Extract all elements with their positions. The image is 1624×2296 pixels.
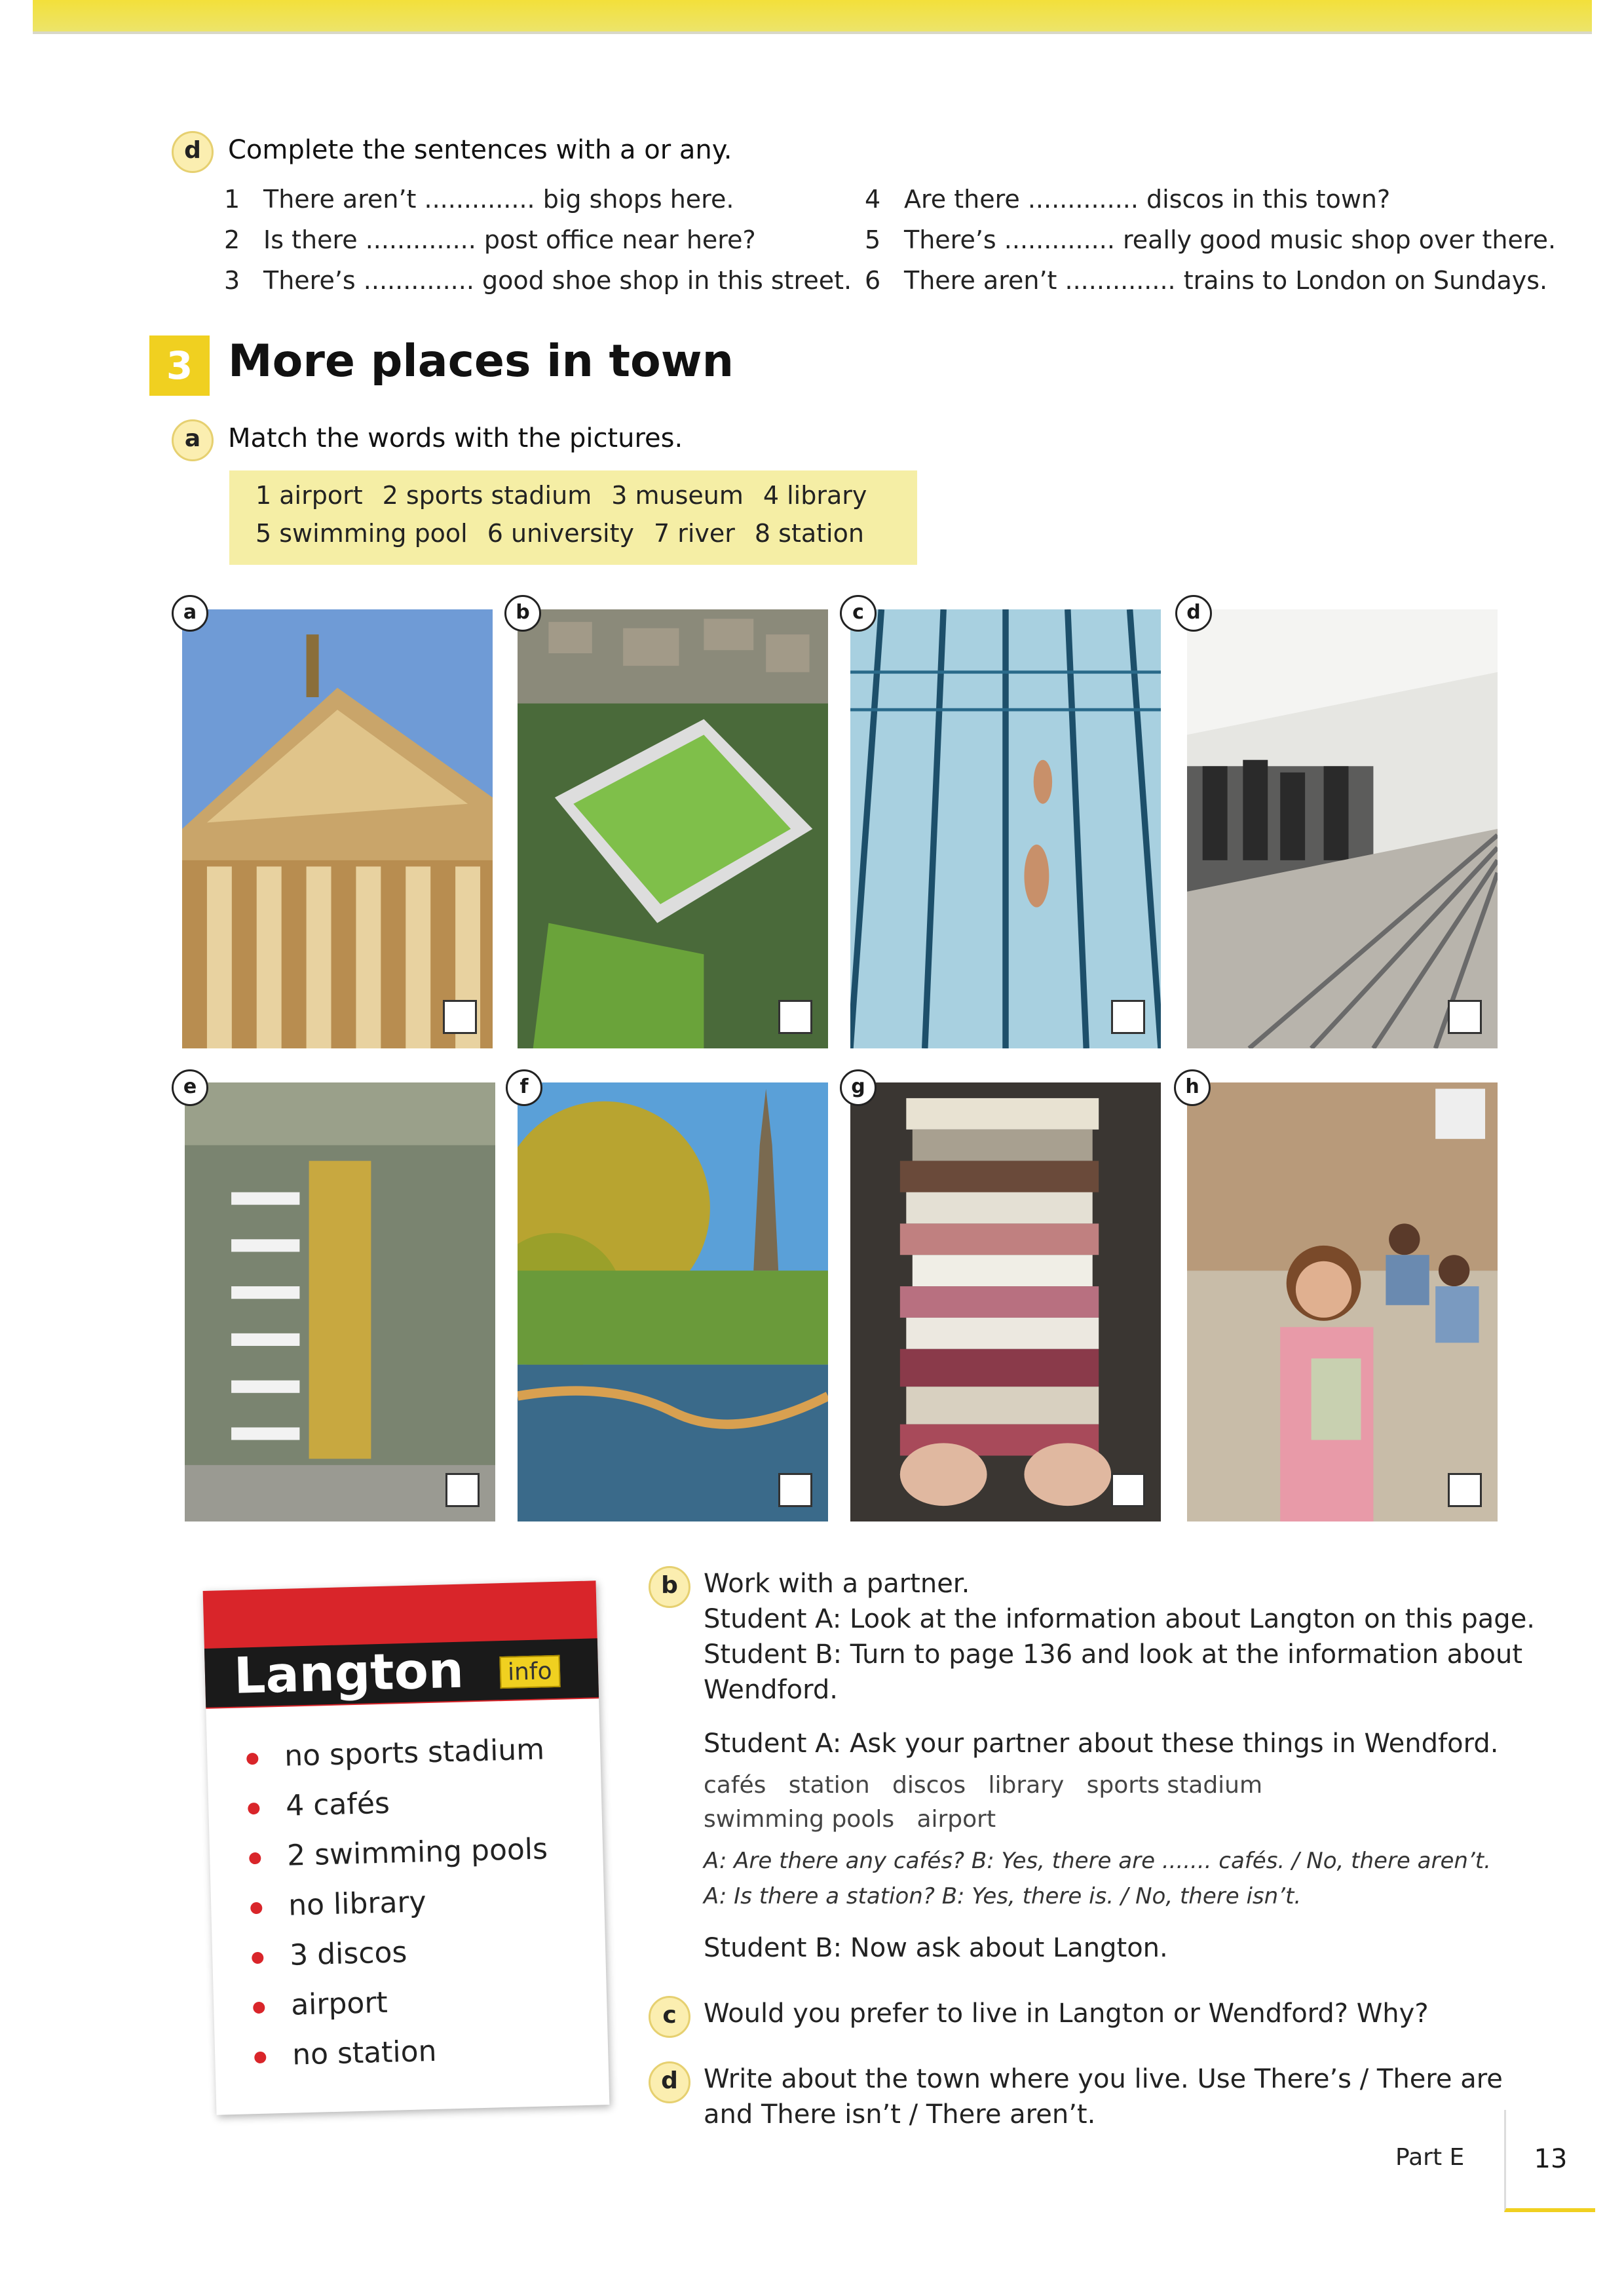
picture-label-g: g [840, 1069, 877, 1106]
part-label: Part E [1395, 2144, 1465, 2171]
section-number: 3 [149, 335, 210, 396]
picture-label-e: e [172, 1069, 208, 1106]
bullet-icon [254, 2052, 266, 2063]
sentence-5: 5 There’s .............. really good music shop over there. [865, 225, 1557, 254]
sentence-4: 4 Are there .............. discos in this town? [865, 185, 1391, 214]
things-list-1: cafés station discos library sports stadium [704, 1772, 1263, 1799]
sentence-6: 6 There aren’t .............. trains to London on Sundays. [865, 266, 1548, 295]
museum-photo [182, 609, 493, 1048]
sentence-3: 3 There’s .............. good shoe shop in this street. [224, 266, 852, 295]
top-color-bar [33, 0, 1592, 31]
exercise-c-badge: c [649, 1996, 690, 2038]
exercise-b-line-4: Wendford. [704, 1675, 838, 1705]
answer-box-g[interactable] [1111, 1473, 1145, 1507]
exercise-d2-badge: d [649, 2061, 690, 2103]
bullet-icon [253, 2002, 265, 2014]
picture-label-a: a [172, 595, 208, 632]
bullet-icon [248, 1803, 259, 1814]
card-item-4: no library [250, 1885, 427, 1923]
word-box [229, 470, 917, 565]
info-badge: info [499, 1655, 560, 1689]
answer-box-e[interactable] [445, 1473, 480, 1507]
word-row-1: 1 airport 2 sports stadium 3 museum 4 library [255, 481, 867, 510]
exercise-c-text: Would you prefer to live in Langton or Wendford? Why? [704, 1999, 1429, 2029]
answer-box-c[interactable] [1111, 1000, 1145, 1034]
picture-label-h: h [1174, 1069, 1211, 1106]
answer-box-h[interactable] [1448, 1473, 1482, 1507]
bullet-icon [249, 1852, 261, 1864]
word-row-2: 5 swimming pool 6 university 7 river 8 station [255, 519, 864, 548]
things-list-2: swimming pools airport [704, 1806, 996, 1833]
university-photo [1187, 1082, 1498, 1521]
answer-box-f[interactable] [778, 1473, 812, 1507]
card-title: Langton [233, 1640, 464, 1705]
exercise-a-instruction: Match the words with the pictures. [228, 423, 683, 453]
page-number: 13 [1504, 2110, 1595, 2212]
sentence-2: 2 Is there .............. post office near here? [224, 225, 756, 254]
answer-box-a[interactable] [443, 1000, 477, 1034]
example-2: A: Is there a station? B: Yes, there is. / No, there isn’t. [704, 1883, 1302, 1909]
card-item-1: no sports stadium [246, 1732, 545, 1774]
card-item-2: 4 cafés [248, 1787, 390, 1824]
picture-label-b: b [504, 595, 541, 632]
picture-label-d: d [1175, 595, 1212, 632]
card-item-7: no station [254, 2035, 437, 2073]
bullet-icon [252, 1952, 263, 1964]
sentence-1: 1 There aren’t .............. big shops here. [224, 185, 734, 214]
exercise-b-line-3: Student B: Turn to page 136 and look at the information about [704, 1639, 1523, 1670]
langton-info-card [203, 1580, 610, 2114]
card-item-3: 2 swimming pools [249, 1832, 548, 1873]
bullet-icon [250, 1902, 262, 1914]
exercise-b-line-1: Work with a partner. [704, 1569, 970, 1599]
exercise-a-badge: a [172, 419, 214, 461]
answer-box-b[interactable] [778, 1000, 812, 1034]
exercise-b-line-5: Student A: Ask your partner about these things in Wendford. [704, 1729, 1499, 1759]
card-item-5: 3 discos [252, 1936, 407, 1973]
example-1: A: Are there any cafés? B: Yes, there are ....... cafés. / No, there aren’t. [704, 1848, 1491, 1874]
answer-box-d[interactable] [1448, 1000, 1482, 1034]
airport-photo [185, 1082, 495, 1521]
exercise-b-badge: b [649, 1566, 690, 1608]
exercise-d-instruction: Complete the sentences with a or any. [228, 135, 732, 165]
bullet-icon [246, 1753, 258, 1765]
river-photo [518, 1082, 828, 1521]
exercise-d-badge: d [172, 131, 214, 173]
picture-label-c: c [840, 595, 877, 632]
swimming-pool-photo [850, 609, 1161, 1048]
top-divider [33, 31, 1592, 34]
station-photo [1187, 609, 1498, 1048]
exercise-d2-line-1: Write about the town where you live. Use There’s / There are [704, 2064, 1503, 2094]
library-books-photo [850, 1082, 1161, 1521]
picture-label-f: f [506, 1069, 542, 1106]
exercise-d2-line-2: and There isn’t / There aren’t. [704, 2099, 1096, 2130]
exercise-b-line-2: Student A: Look at the information about Langton on this page. [704, 1604, 1536, 1634]
card-item-6: airport [253, 1986, 388, 2023]
exercise-b-line-6: Student B: Now ask about Langton. [704, 1933, 1168, 1963]
section-title: More places in town [228, 335, 734, 387]
stadium-photo [518, 609, 828, 1048]
